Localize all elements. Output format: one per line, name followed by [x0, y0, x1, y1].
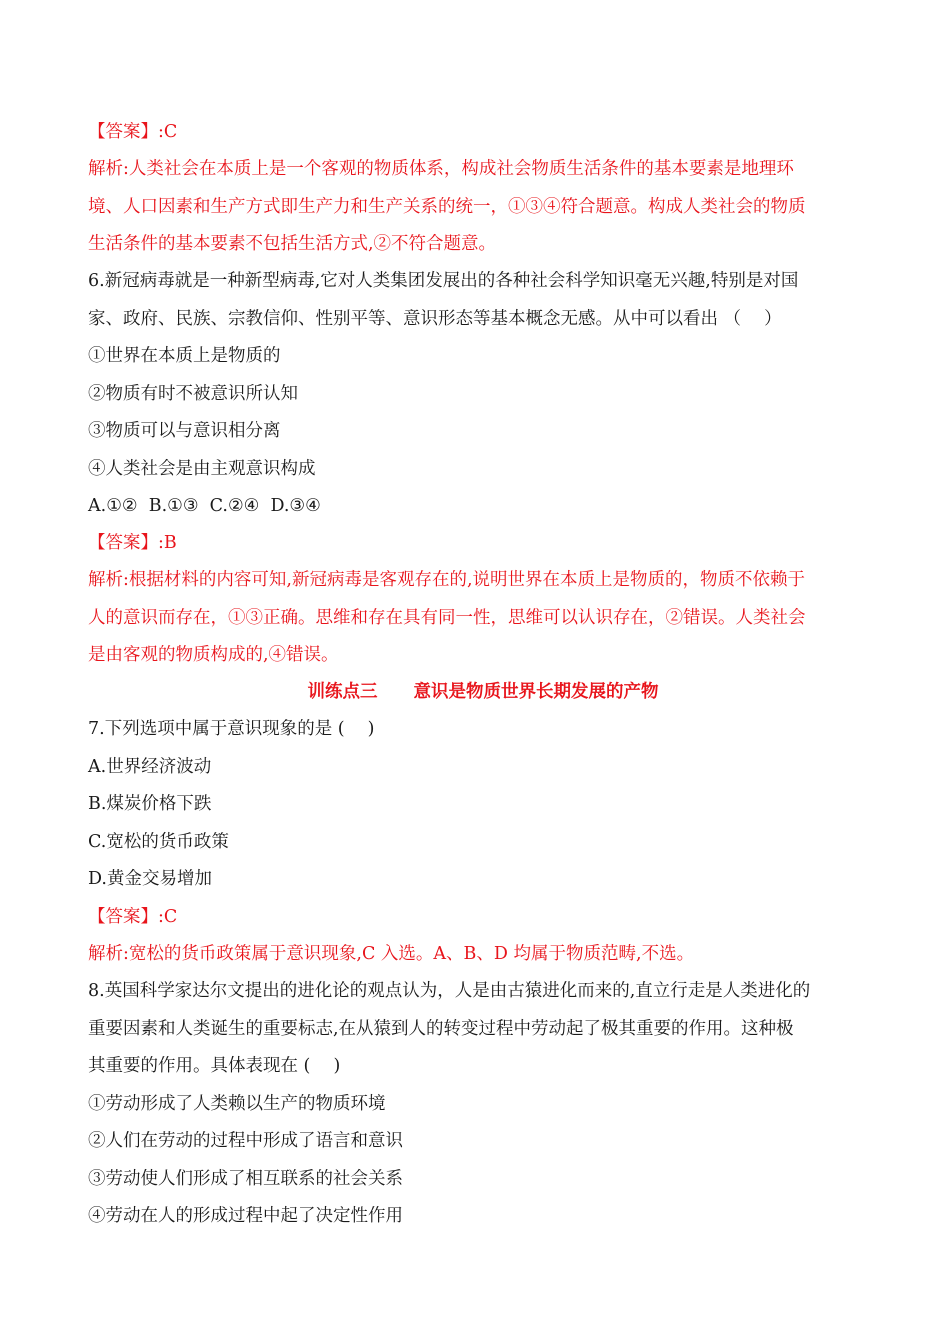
q7-stem: 7.下列选项中属于意识现象的是 ( ) [88, 719, 375, 739]
q8-item: ③劳动使人们形成了相互联系的社会关系 [88, 1169, 403, 1189]
q7-option: A.世界经济波动 [88, 757, 212, 777]
q6-options: A.①② B.①③ C.②④ D.③④ [88, 496, 321, 516]
answer-tag: 【答案】 [88, 907, 158, 927]
answer-tag: 【答案】 [88, 122, 158, 142]
q8-stem-line: 其重要的作用。具体表现在 ( ) [88, 1056, 341, 1076]
q7-option: D.黄金交易增加 [88, 869, 212, 889]
section-heading [88, 680, 878, 704]
q6-stem-line: 家、政府、民族、宗教信仰、性别平等、意识形态等基本概念无感。从中可以看出 （ ） [88, 309, 782, 329]
q7-option: C.宽松的货币政策 [88, 832, 229, 852]
q5-answer [88, 120, 878, 144]
q6-analysis-line: 解析:根据材料的内容可知,新冠病毒是客观存在的,说明世界在本质上是物质的，物质不依赖于 [88, 570, 806, 590]
q6-item: ①世界在本质上是物质的 [88, 346, 281, 366]
q7-option: B.煤炭价格下跌 [88, 794, 212, 814]
q8-item: ②人们在劳动的过程中形成了语言和意识 [88, 1131, 403, 1151]
q7-answer [88, 905, 878, 929]
q6-stem-line: 6.新冠病毒就是一种新型病毒,它对人类集团发展出的各种社会科学知识毫无兴趣,特别是对国 [88, 271, 799, 291]
q8-item: ①劳动形成了人类赖以生产的物质环境 [88, 1094, 386, 1114]
q6-item: ②物质有时不被意识所认知 [88, 384, 298, 404]
answer-value: :C [158, 907, 178, 927]
q6-answer [88, 531, 878, 555]
answer-tag: 【答案】 [88, 533, 158, 553]
q6-item: ③物质可以与意识相分离 [88, 421, 281, 441]
section-title: 意识是物质世界长期发展的产物 [413, 682, 659, 702]
q8-stem-line: 重要因素和人类诞生的重要标志,在从猿到人的转变过程中劳动起了极其重要的作用。这种极 [88, 1019, 794, 1039]
answer-value: :C [158, 122, 178, 142]
q6-analysis-line: 人的意识而存在，①③正确。思维和存在具有同一性，思维可以认识存在，②错误。人类社会 [88, 608, 806, 628]
q8-item: ④劳动在人的形成过程中起了决定性作用 [88, 1206, 403, 1226]
answer-value: :B [158, 533, 177, 553]
q7-analysis-line: 解析:宽松的货币政策属于意识现象,C 入选。A、B、D 均属于物质范畴,不选。 [88, 944, 695, 964]
q8-stem-line: 8.英国科学家达尔文提出的进化论的观点认为，人是由古猿进化而来的,直立行走是人类进化的 [88, 981, 811, 1001]
q5-analysis-line: 境、人口因素和生产方式即生产力和生产关系的统一，①③④符合题意。构成人类社会的物质 [88, 197, 806, 217]
section-label: 训练点三 [307, 682, 378, 702]
q6-analysis-line: 是由客观的物质构成的,④错误。 [88, 645, 339, 665]
q5-analysis-line: 生活条件的基本要素不包括生活方式,②不符合题意。 [88, 234, 497, 254]
q5-analysis-line: 解析:人类社会在本质上是一个客观的物质体系，构成社会物质生活条件的基本要素是地理环 [88, 159, 794, 179]
q6-item: ④人类社会是由主观意识构成 [88, 459, 316, 479]
